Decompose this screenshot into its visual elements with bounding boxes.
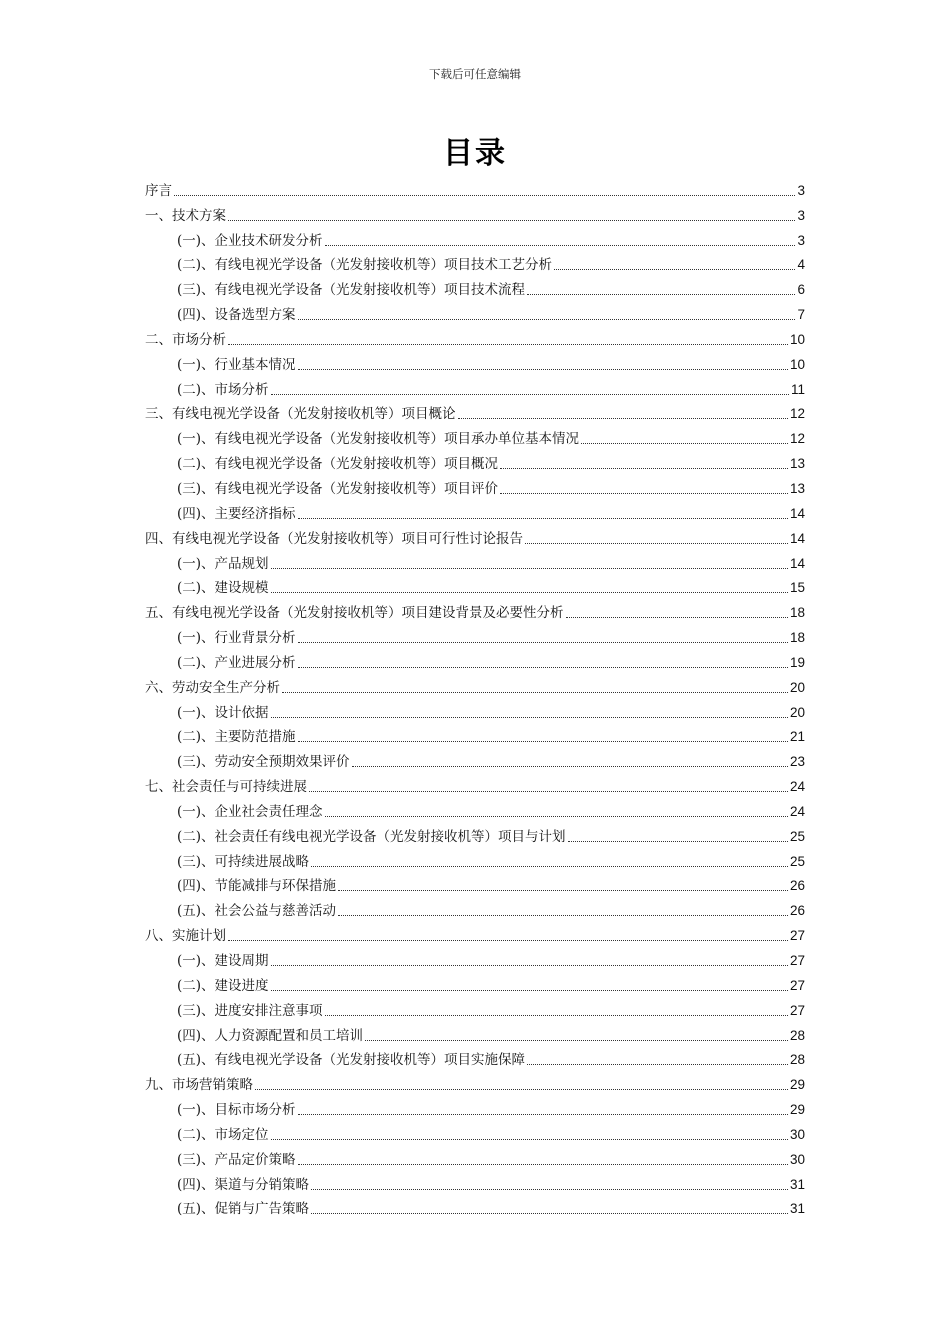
toc-entry[interactable]: [145, 299, 805, 324]
toc-entry-title: (五)、促销与广告策略: [177, 1201, 310, 1218]
toc-entry-title: 二、市场分析: [145, 331, 226, 348]
toc-entry-page: 14: [789, 505, 805, 521]
toc-entry-title: (四)、设备选型方案: [177, 307, 296, 324]
toc-leader-dots: [365, 1040, 788, 1041]
toc-entry[interactable]: [145, 1144, 805, 1169]
toc-entry-title: (一)、设计依据: [177, 704, 269, 721]
toc-entry-page: 23: [789, 754, 805, 770]
toc-entry-title: (三)、有线电视光学设备（光发射接收机等）项目技术流程: [177, 282, 526, 299]
toc-leader-dots: [311, 1213, 788, 1214]
page-header: 下载后可任意编辑: [429, 67, 521, 81]
toc-entry-page: 30: [789, 1126, 805, 1142]
toc-entry-title: 五、有线电视光学设备（光发射接收机等）项目建设背景及必要性分析: [145, 605, 564, 622]
toc-leader-dots: [338, 915, 788, 916]
toc-entry[interactable]: [145, 895, 805, 920]
toc-leader-dots: [298, 741, 788, 742]
toc-leader-dots: [525, 543, 788, 544]
toc-entry-page: 28: [789, 1052, 805, 1068]
toc-leader-dots: [352, 766, 788, 767]
toc-entry[interactable]: [145, 473, 805, 498]
toc-entry-title: (二)、建设规模: [177, 580, 269, 597]
toc-leader-dots: [500, 468, 788, 469]
toc-entry[interactable]: [145, 1119, 805, 1144]
toc-entry-page: 3: [797, 207, 805, 223]
toc-leader-dots: [271, 717, 788, 718]
toc-entry[interactable]: [145, 746, 805, 771]
toc-leader-dots: [527, 1064, 788, 1065]
toc-entry-title: (一)、行业背景分析: [177, 630, 296, 647]
toc-entry-title: 九、市场营销策略: [145, 1077, 253, 1094]
toc-entry[interactable]: [145, 349, 805, 374]
toc-leader-dots: [311, 1189, 788, 1190]
toc-entry[interactable]: [145, 771, 805, 796]
toc-entry-title: (二)、有线电视光学设备（光发射接收机等）项目技术工艺分析: [177, 257, 553, 274]
toc-entry-page: 26: [789, 903, 805, 919]
toc-entry[interactable]: [145, 548, 805, 573]
toc-entry[interactable]: [145, 324, 805, 349]
toc-entry-title: (二)、有线电视光学设备（光发射接收机等）项目概况: [177, 456, 499, 473]
toc-entry-page: 3: [797, 182, 805, 198]
toc-entry-page: 10: [789, 331, 805, 347]
toc-leader-dots: [527, 294, 795, 295]
toc-entry-title: 八、实施计划: [145, 928, 226, 945]
toc-entry[interactable]: [145, 374, 805, 399]
toc-entry[interactable]: [145, 225, 805, 250]
toc-leader-dots: [298, 1164, 788, 1165]
toc-entry[interactable]: [145, 796, 805, 821]
toc-entry-page: 25: [789, 853, 805, 869]
toc-entry-title: 一、技术方案: [145, 207, 226, 224]
toc-entry-page: 26: [789, 878, 805, 894]
toc-leader-dots: [298, 667, 788, 668]
toc-leader-dots: [325, 245, 796, 246]
toc-entry-title: (四)、主要经济指标: [177, 505, 296, 522]
toc-leader-dots: [282, 692, 788, 693]
toc-entry-title: (二)、建设进度: [177, 977, 269, 994]
toc-leader-dots: [566, 617, 788, 618]
toc-entry[interactable]: [145, 573, 805, 598]
toc-entry-page: 19: [789, 654, 805, 670]
toc-leader-dots: [325, 816, 788, 817]
toc-leader-dots: [458, 418, 788, 419]
toc-entry-title: 序言: [145, 182, 172, 199]
toc-entry[interactable]: [145, 1045, 805, 1070]
toc-entry-page: 15: [789, 580, 805, 596]
toc-entry-title: (一)、建设周期: [177, 953, 269, 969]
toc-leader-dots: [298, 319, 796, 320]
toc-leader-dots: [298, 642, 788, 643]
toc-entry[interactable]: [145, 920, 805, 945]
toc-entry-page: 29: [789, 1102, 805, 1118]
toc-entry[interactable]: [145, 399, 805, 424]
toc-entry[interactable]: [145, 945, 805, 970]
toc-leader-dots: [500, 493, 788, 494]
toc-leader-dots: [174, 195, 795, 196]
toc-entry-page: 13: [789, 480, 805, 496]
toc-entry-title: (一)、行业基本情况: [177, 356, 296, 373]
toc-entry-title: (三)、劳动安全预期效果评价: [177, 754, 350, 771]
toc-entry[interactable]: [145, 722, 805, 747]
toc-entry-page: 6: [797, 282, 805, 298]
toc-entry-title: (二)、主要防范措施: [177, 729, 296, 746]
toc-entry[interactable]: [145, 622, 805, 647]
toc-entry-title: (三)、产品定价策略: [177, 1151, 296, 1168]
toc-entry-page: 12: [789, 406, 805, 422]
toc-leader-dots: [271, 1139, 788, 1140]
toc-entry-page: 13: [789, 456, 805, 472]
toc-leader-dots: [228, 220, 795, 221]
toc-entry-page: 29: [789, 1077, 805, 1093]
toc-entry-page: 20: [789, 679, 805, 695]
toc-entry-title: (一)、企业社会责任理念: [177, 803, 323, 820]
toc-entry-title: 三、有线电视光学设备（光发射接收机等）项目概论: [145, 406, 456, 423]
toc-leader-dots: [271, 568, 788, 569]
toc-entry-page: 11: [790, 381, 805, 397]
toc-entry-title: (一)、有线电视光学设备（光发射接收机等）项目承办单位基本情况: [177, 431, 580, 448]
toc-entry-title: (一)、企业技术研发分析: [177, 232, 323, 249]
toc-entry-title: (三)、有线电视光学设备（光发射接收机等）项目评价: [177, 480, 499, 497]
toc-entry-title: 六、劳动安全生产分析: [145, 679, 280, 696]
toc-leader-dots: [338, 890, 788, 891]
toc-leader-dots: [271, 965, 788, 966]
toc-entry-title: (二)、市场分析: [177, 381, 269, 398]
toc-entry-title: (二)、产业进展分析: [177, 654, 296, 671]
toc-entry[interactable]: [145, 697, 805, 722]
toc-leader-dots: [298, 518, 788, 519]
toc-leader-dots: [271, 990, 788, 991]
toc-entry[interactable]: [145, 672, 805, 697]
toc-leader-dots: [298, 369, 788, 370]
toc-entry-page: 18: [789, 630, 805, 646]
toc-entry-title: (三)、可持续进展战略: [177, 853, 310, 870]
toc-entry[interactable]: [145, 448, 805, 473]
toc-entry[interactable]: [145, 175, 805, 200]
toc-entry-page: 14: [789, 530, 805, 546]
toc-entry-page: 3: [797, 232, 805, 248]
toc-entry-page: 14: [789, 555, 805, 571]
toc-entry[interactable]: [145, 995, 805, 1020]
toc-entry-title: (三)、进度安排注意事项: [177, 1002, 323, 1019]
toc-entry[interactable]: [145, 498, 805, 523]
toc-entry-title: (四)、渠道与分销策略: [177, 1176, 310, 1193]
toc-entry-page: 21: [789, 729, 805, 745]
toc-entry-title: 四、有线电视光学设备（光发射接收机等）项目可行性讨论报告: [145, 530, 523, 547]
toc-entry[interactable]: [145, 871, 805, 896]
toc-entry-title: 七、社会责任与可持续进展: [145, 779, 307, 796]
table-of-contents: [145, 175, 805, 1218]
toc-entry[interactable]: [145, 274, 805, 299]
toc-entry-page: 30: [789, 1151, 805, 1167]
toc-entry[interactable]: [145, 597, 805, 622]
toc-entry-page: 31: [789, 1176, 805, 1192]
toc-entry-title: (二)、社会责任有线电视光学设备（光发射接收机等）项目与计划: [177, 828, 566, 845]
toc-entry-title: (二)、市场定位: [177, 1126, 269, 1143]
toc-entry[interactable]: [145, 821, 805, 846]
toc-entry-page: 31: [789, 1201, 805, 1217]
toc-entry[interactable]: [145, 1169, 805, 1194]
toc-entry-page: 10: [789, 356, 805, 372]
toc-entry-title: (五)、社会公益与慈善活动: [177, 903, 337, 920]
toc-entry[interactable]: [145, 1069, 805, 1094]
toc-entry-title: (四)、人力资源配置和员工培训: [177, 1027, 364, 1044]
toc-entry-title: (五)、有线电视光学设备（光发射接收机等）项目实施保障: [177, 1052, 526, 1069]
toc-leader-dots: [309, 791, 788, 792]
toc-entry-page: 27: [789, 928, 805, 944]
toc-entry-title: (四)、节能减排与环保措施: [177, 878, 337, 895]
toc-leader-dots: [255, 1089, 788, 1090]
toc-entry-page: 20: [789, 704, 805, 720]
toc-entry-page: 28: [789, 1027, 805, 1043]
toc-entry-page: 24: [789, 803, 805, 819]
toc-entry-page: 4: [797, 257, 805, 273]
toc-entry-page: 27: [789, 1002, 805, 1018]
toc-entry-title: (一)、目标市场分析: [177, 1102, 296, 1119]
toc-leader-dots: [568, 841, 788, 842]
toc-entry[interactable]: [145, 200, 805, 225]
toc-entry-page: 12: [789, 431, 805, 447]
toc-entry[interactable]: [145, 423, 805, 448]
toc-entry[interactable]: [145, 970, 805, 995]
toc-entry-page: 25: [789, 828, 805, 844]
toc-leader-dots: [228, 344, 788, 345]
toc-entry[interactable]: [145, 846, 805, 871]
toc-leader-dots: [325, 1015, 788, 1016]
toc-leader-dots: [311, 866, 788, 867]
toc-entry[interactable]: [145, 523, 805, 548]
toc-entry[interactable]: [145, 647, 805, 672]
toc-entry[interactable]: [145, 1094, 805, 1119]
toc-entry-page: 27: [789, 953, 805, 968]
toc-leader-dots: [581, 443, 788, 444]
toc-entry[interactable]: [145, 1194, 805, 1219]
toc-leader-dots: [271, 394, 789, 395]
toc-leader-dots: [271, 592, 788, 593]
toc-entry-page: 24: [789, 779, 805, 795]
toc-leader-dots: [228, 940, 788, 941]
toc-entry-page: 27: [789, 977, 805, 993]
toc-leader-dots: [554, 269, 795, 270]
toc-leader-dots: [298, 1114, 788, 1115]
toc-entry-page: 7: [797, 307, 805, 323]
toc-entry-title: (一)、产品规划: [177, 555, 269, 572]
toc-entry[interactable]: [145, 1020, 805, 1045]
toc-entry-page: 18: [789, 605, 805, 621]
toc-entry[interactable]: [145, 250, 805, 275]
page-title: 目录: [443, 136, 507, 171]
